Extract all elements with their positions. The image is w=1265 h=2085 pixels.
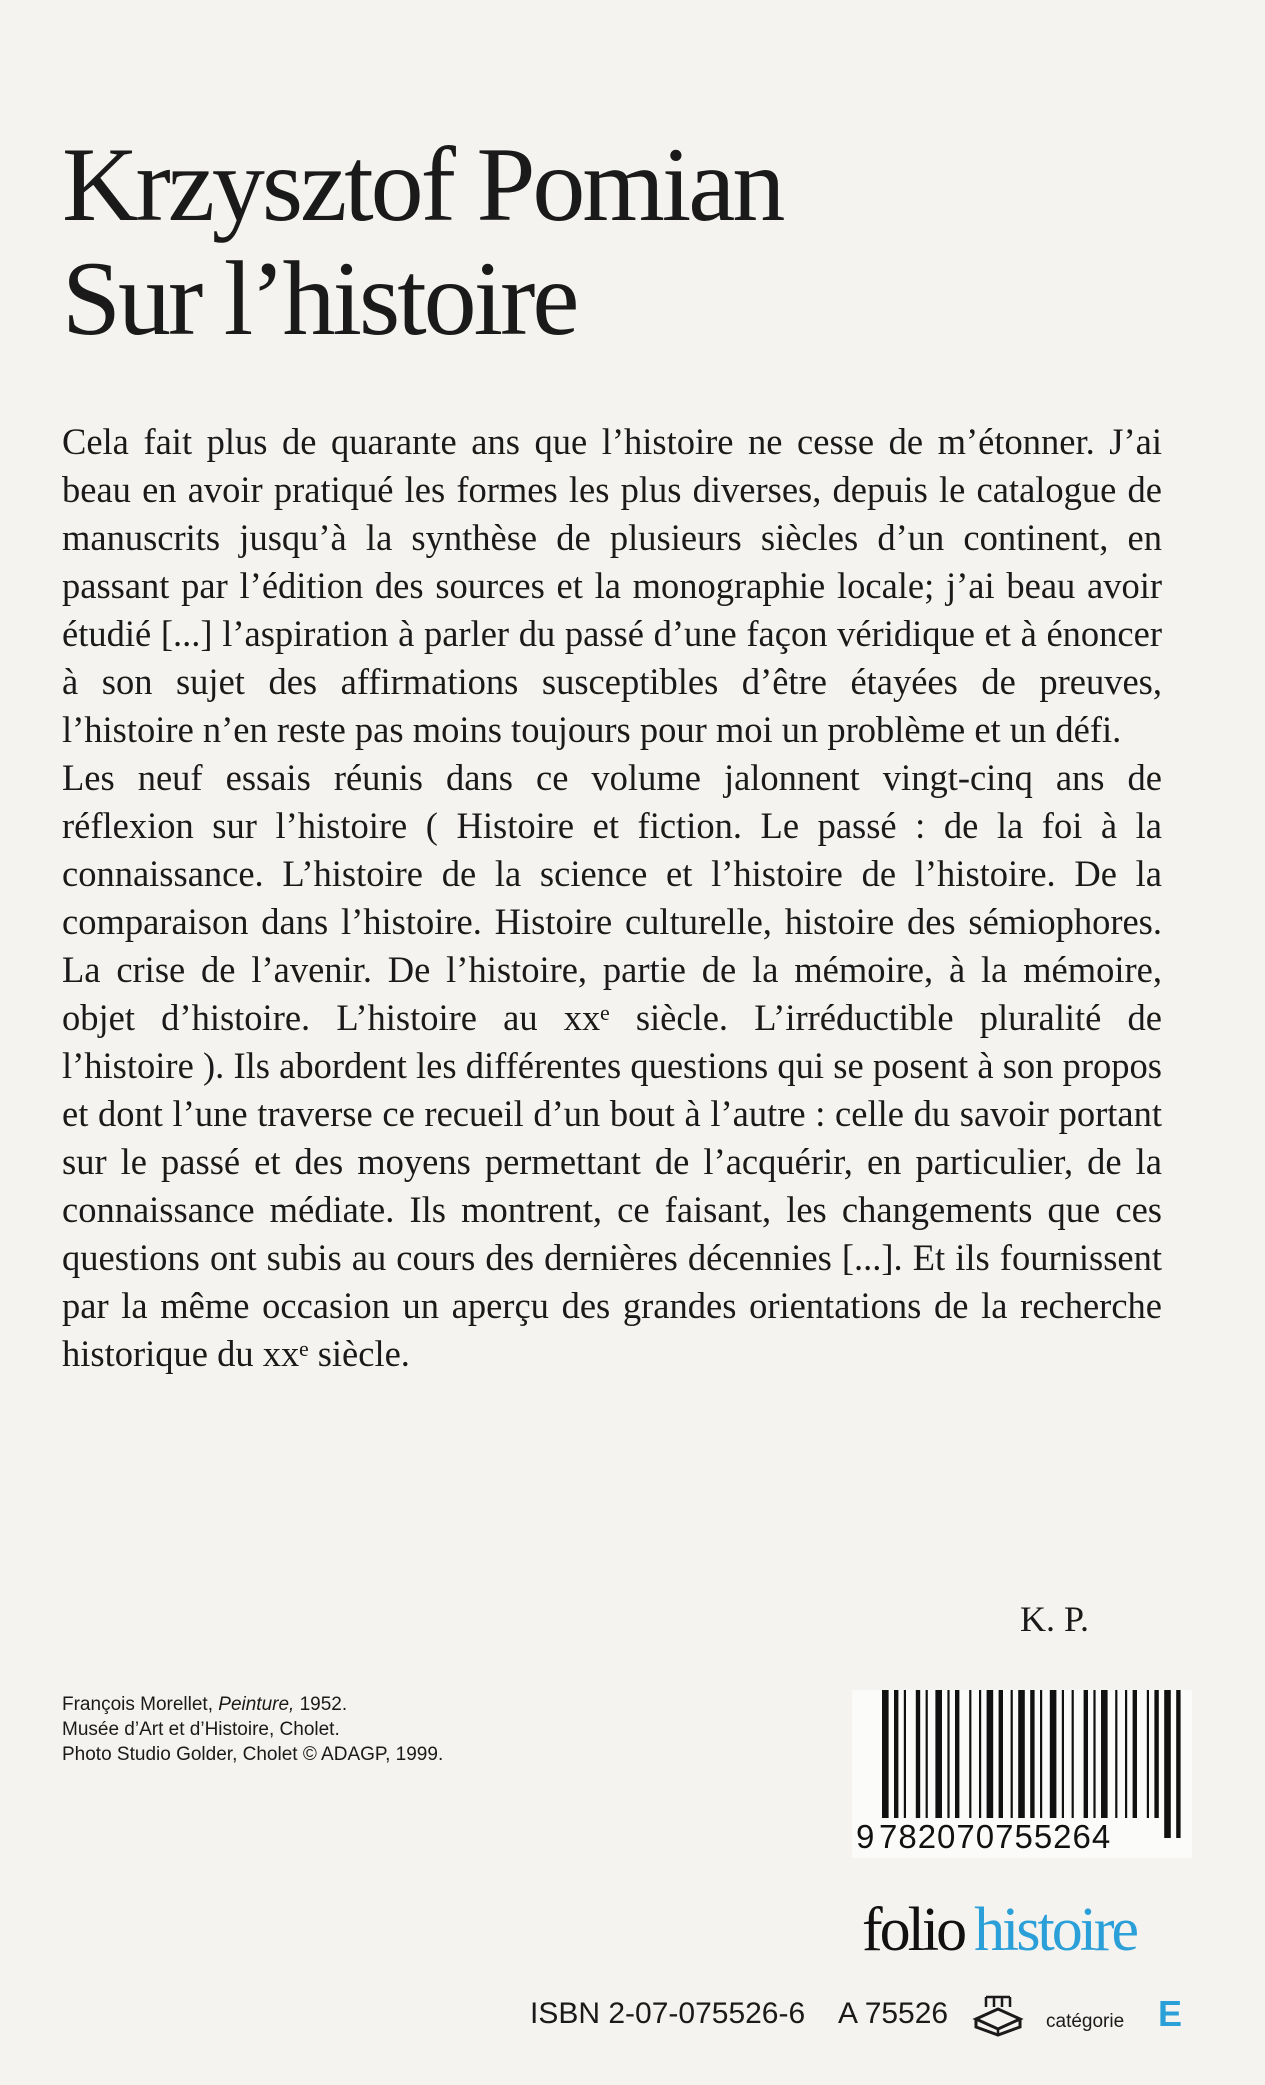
barcode-bar: [987, 1690, 994, 1818]
barcode-bar: [1072, 1690, 1074, 1818]
barcode-number: [852, 1814, 1192, 1858]
credit-line-artwork: [62, 1692, 443, 1717]
title-block: [62, 128, 782, 356]
credit-work-title: Peinture,: [218, 1694, 295, 1715]
author-name: Krzysztof Pomian: [62, 126, 783, 243]
blurb: [62, 418, 1162, 1378]
ean-barcode: [852, 1690, 1192, 1858]
barcode-digits: 782070755264: [876, 1818, 1114, 1856]
barcode-bar: [1115, 1690, 1117, 1818]
barcode-bar: [1093, 1690, 1095, 1818]
blurb-paragraph-1: Cela fait plus de quarante ans que l’histoire ne cesse de m’étonner. J’ai beau en avoir pratiqué les formes les plus diverses, depuis le catalogue de manuscrits jusqu’à la synthèse de plusieurs siècles d’un continent, en passant par l’édition des sources et la monographie locale; j’ai beau avoir étudié [...] l’aspiration à parler du passé d’une façon véridique et à énoncer à son sujet des affirmations susceptibles d’être étayées de preuves, l’histoire n’en reste pas moins toujours pour moi un problème et un défi.: [62, 421, 1162, 750]
isbn: ISBN 2-07-075526-6: [530, 1997, 806, 2030]
barcode-bar: [904, 1690, 906, 1818]
barcode-bar: [1084, 1690, 1088, 1818]
barcode-bar: [999, 1690, 1003, 1818]
barcode-bar: [1154, 1690, 1158, 1818]
publisher-logo: [862, 1895, 1136, 1966]
author-initials: K. P.: [1020, 1599, 1090, 1639]
category-letter: E: [1158, 1993, 1183, 2034]
catalog-code: A 75526: [838, 1997, 949, 2030]
book-title: Sur l’histoire: [62, 240, 577, 357]
barcode-bar: [1011, 1690, 1013, 1818]
barcode-bar: [1147, 1690, 1149, 1818]
barcode-bar: [935, 1690, 942, 1818]
barcode-bar: [955, 1690, 959, 1818]
credit-line-museum: Musée d’Art et d’Histoire, Cholet.: [62, 1719, 340, 1740]
credit-year: 1952.: [294, 1694, 348, 1715]
cover-art-credits: [62, 1692, 443, 1767]
publisher-emblem-icon: [972, 1993, 1024, 2037]
barcode-bar: [979, 1690, 981, 1818]
credit-line-photo: Photo Studio Golder, Cholet © ADAGP, 1999.: [62, 1744, 444, 1765]
footer-info: [530, 1993, 1190, 2043]
barcode-bar: [916, 1690, 920, 1818]
barcode-bar: [947, 1690, 949, 1818]
barcode-bar: [1018, 1690, 1025, 1818]
barcode-bar: [1050, 1690, 1057, 1818]
barcode-bar: [969, 1690, 971, 1818]
barcode-bar: [1062, 1690, 1064, 1818]
blurb-paragraph-2: Les neuf essais réunis dans ce volume jalonnent vingt-cinq ans de réflexion sur l’histoire ( Histoire et fiction. Le passé : de la foi à la connaissance. L’histoire de la science et l’histoire de l’histoire. De la comparaison dans l’histoire. Histoire culturelle, histoire des sémiophores. La crise de l’avenir. De l’histoire, partie de la mémoire, à la mémoire, objet d’histoire. L’histoire au xxᵉ siècle. L’irréductible pluralité de l’histoire ). Ils abordent les différentes questions qui se posent à son propos et dont l’une traverse ce recueil d’un bout à l’autre : celle du savoir portant sur le passé et des moyens permettant de l’acquérir, en particulier, de la connaissance médiate. Ils montrent, ce faisant, les changements que ces questions ont subis au cours des dernières décennies [...]. Et ils fournissent par la même occasion un aperçu des grandes orientations de la recherche historique du xxᵉ siècle.: [62, 757, 1162, 1374]
barcode-lead-digit: 9: [856, 1818, 876, 1855]
credit-artist: François Morellet,: [62, 1694, 219, 1715]
barcode-bar: [1101, 1690, 1108, 1818]
barcode-bar: [926, 1690, 928, 1818]
barcode-bar: [1133, 1690, 1137, 1818]
series-wordmark: histoire: [974, 1896, 1137, 1964]
category-label: catégorie: [1046, 2011, 1125, 2032]
barcode-bar: [1125, 1690, 1127, 1818]
folio-wordmark: folio: [862, 1896, 965, 1964]
